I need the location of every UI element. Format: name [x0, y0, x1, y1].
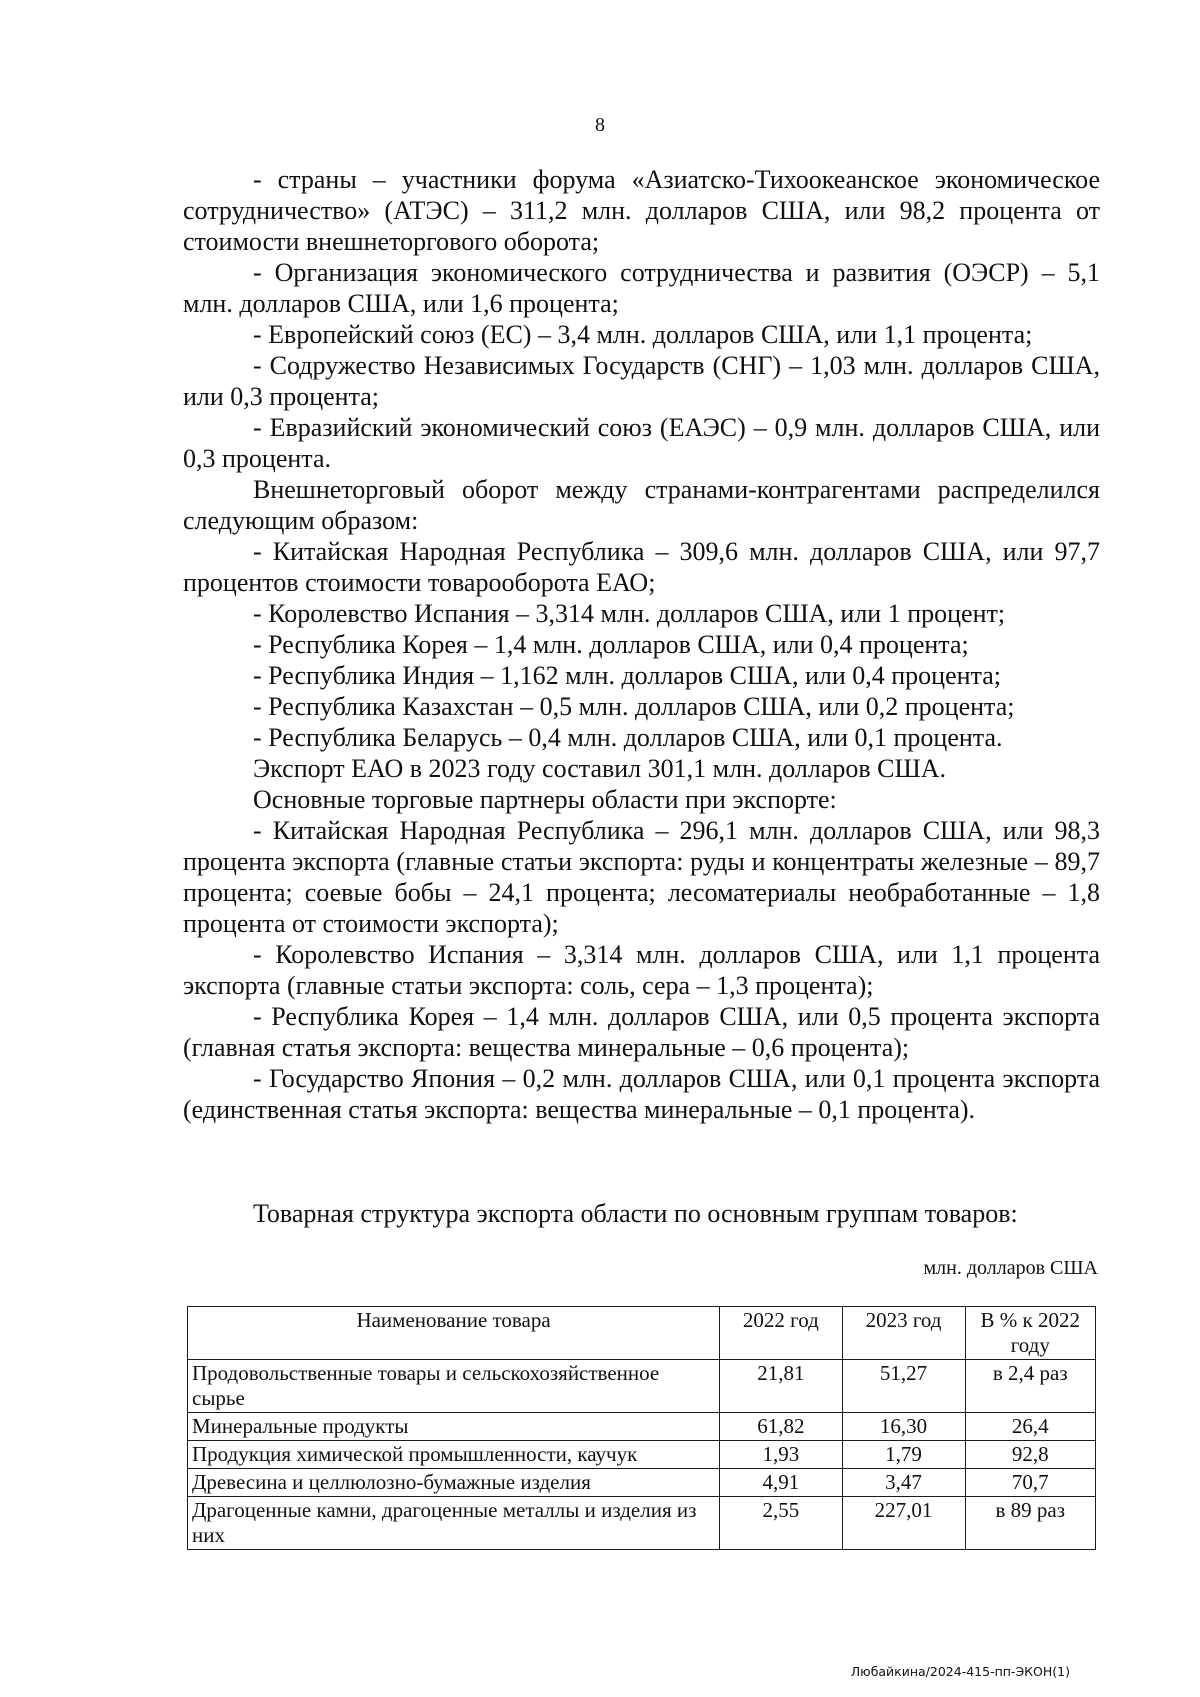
cell-product: Минеральные продукты [188, 1413, 720, 1441]
paragraph-eaeu: - Евразийский экономический союз (ЕАЭС) – 0,9 млн. долларов США, или 0,3 процента. [183, 413, 1100, 473]
cell-2022: 61,82 [720, 1413, 842, 1441]
export-structure-table [187, 1306, 1096, 1550]
cell-percent: 70,7 [965, 1469, 1095, 1497]
cell-2023: 16,30 [842, 1413, 965, 1441]
cell-percent: 26,4 [965, 1413, 1095, 1441]
cell-percent: 92,8 [965, 1441, 1095, 1469]
cell-product: Древесина и целлюлозно-бумажные изделия [188, 1469, 720, 1497]
paragraph-export-total: Экспорт ЕАО в 2023 году составил 301,1 млн. долларов США. [253, 754, 946, 783]
header-product-name: Наименование товара [188, 1307, 720, 1360]
paragraph-export-partners-intro: Основные торговые партнеры области при экспорте: [253, 785, 837, 814]
document-id: Любайкина/2024-415-пп-ЭКОН(1) [850, 1664, 1070, 1679]
cell-2022: 4,91 [720, 1469, 842, 1497]
paragraph-apec: - страны – участники форума «Азиатско-Тихоокеанское экономическое сотрудничество» (АТЭС) – 311,2 млн. долларов США, или 98,2 процента от стоимости внешнеторгового оборота; [183, 165, 1100, 256]
paragraph-korea-turnover: - Республика Корея – 1,4 млн. долларов США, или 0,4 процента; [253, 630, 969, 659]
table-row [188, 1469, 1096, 1497]
cell-product: Драгоценные камни, драгоценные металлы и изделия из них [188, 1497, 720, 1550]
paragraph-korea-export: - Республика Корея – 1,4 млн. долларов США, или 0,5 процента экспорта (главная статья экспорта: вещества минеральные – 0,6 процента); [183, 1002, 1100, 1062]
paragraph-spain-turnover: - Королевство Испания – 3,314 млн. долларов США, или 1 процент; [253, 599, 1006, 628]
paragraph-turnover-intro: Внешнеторговый оборот между странами-контрагентами распределился следующим образом: [183, 475, 1100, 535]
paragraph-japan-export: - Государство Япония – 0,2 млн. долларов США, или 0,1 процента экспорта (единственная статья экспорта: вещества минеральные – 0,1 процента). [183, 1064, 1100, 1124]
paragraph-eu: - Европейский союз (ЕС) – 3,4 млн. долларов США, или 1,1 процента; [253, 320, 1033, 349]
cell-percent: в 89 раз [965, 1497, 1095, 1550]
cell-2023: 51,27 [842, 1360, 965, 1413]
page-number: 8 [595, 114, 605, 136]
cell-2023: 1,79 [842, 1441, 965, 1469]
cell-2023: 3,47 [842, 1469, 965, 1497]
paragraph-cis: - Содружество Независимых Государств (СНГ) – 1,03 млн. долларов США, или 0,3 процента; [183, 351, 1100, 411]
paragraph-india-turnover: - Республика Индия – 1,162 млн. долларов США, или 0,4 процента; [253, 661, 1001, 690]
table-row [188, 1441, 1096, 1469]
paragraph-spain-export: - Королевство Испания – 3,314 млн. долларов США, или 1,1 процента экспорта (главные статьи экспорта: соль, сера – 1,3 процента); [183, 940, 1100, 1000]
paragraph-kazakhstan-turnover: - Республика Казахстан – 0,5 млн. долларов США, или 0,2 процента; [253, 692, 1015, 721]
cell-percent: в 2,4 раз [965, 1360, 1095, 1413]
table-header-row [188, 1307, 1096, 1360]
cell-product: Продовольственные товары и сельскохозяйственное сырье [188, 1360, 720, 1413]
cell-2023: 227,01 [842, 1497, 965, 1550]
header-2023: 2023 год [842, 1307, 965, 1360]
cell-2022: 2,55 [720, 1497, 842, 1550]
cell-product: Продукция химической промышленности, каучук [188, 1441, 720, 1469]
header-percent: В % к 2022 году [965, 1307, 1095, 1360]
paragraph-oecd: - Организация экономического сотрудничества и развития (ОЭСР) – 5,1 млн. долларов США, или 1,6 процента; [183, 258, 1100, 318]
cell-2022: 1,93 [720, 1441, 842, 1469]
paragraph-china-export: - Китайская Народная Республика – 296,1 млн. долларов США, или 98,3 процента экспорта (главные статьи экспорта: руды и концентраты железные – 89,7 процента; соевые бобы – 24,1 процента; лесоматериалы необработанные – 1,8 процента от стоимости экспорта); [183, 816, 1100, 938]
table-row [188, 1497, 1096, 1550]
unit-note: млн. долларов США [923, 1257, 1098, 1279]
paragraph-belarus-turnover: - Республика Беларусь – 0,4 млн. долларов США, или 0,1 процента. [253, 723, 1003, 752]
paragraph-china-turnover: - Китайская Народная Республика – 309,6 млн. долларов США, или 97,7 процентов стоимости товарооборота ЕАО; [183, 537, 1100, 597]
table-caption: Товарная структура экспорта области по основным группам товаров: [253, 1199, 1018, 1228]
cell-2022: 21,81 [720, 1360, 842, 1413]
header-2022: 2022 год [720, 1307, 842, 1360]
body-text [183, 164, 1100, 1125]
table-row [188, 1413, 1096, 1441]
table-row [188, 1360, 1096, 1413]
